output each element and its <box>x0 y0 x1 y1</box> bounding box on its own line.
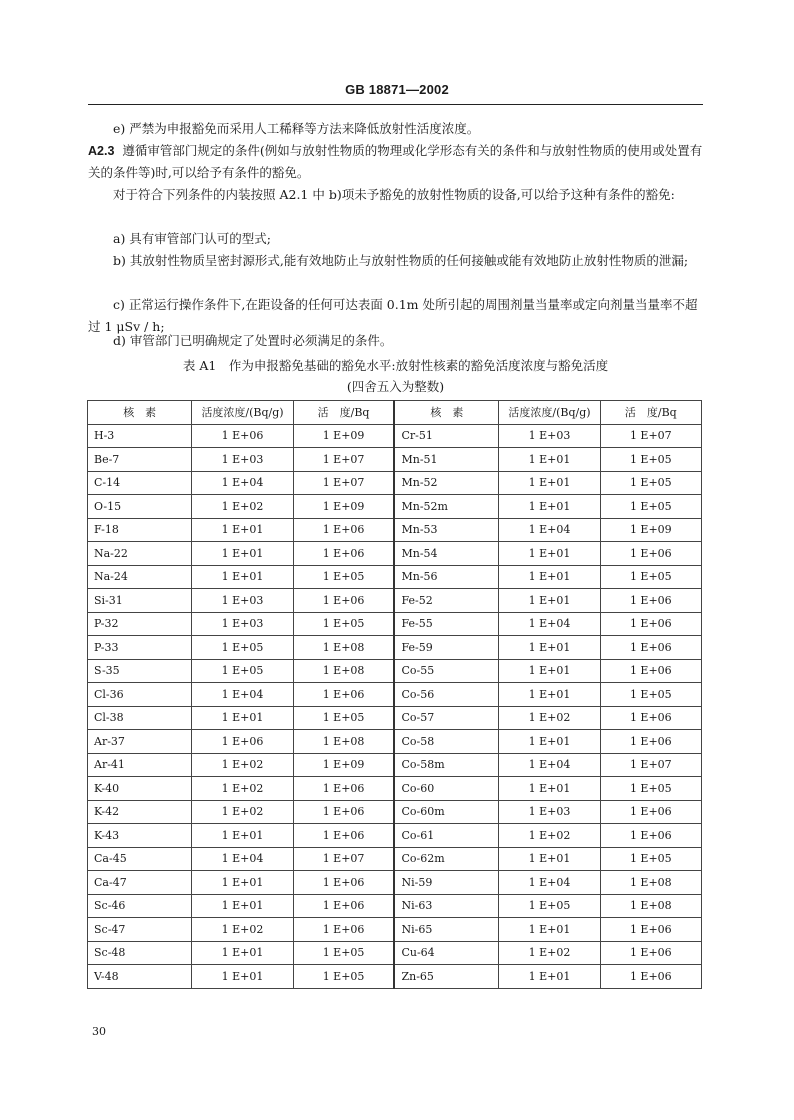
nuclide-cell: Mn-56 <box>394 565 498 589</box>
activity-cell: 1 E+06 <box>293 589 394 613</box>
page-number: 30 <box>92 1025 106 1038</box>
activity-concentration-cell: 1 E+01 <box>499 965 600 989</box>
nuclide-cell: Cl-36 <box>88 683 192 707</box>
header-nuclide: 核 素 <box>88 401 192 425</box>
activity-cell: 1 E+06 <box>600 800 701 824</box>
activity-concentration-cell: 1 E+01 <box>499 448 600 472</box>
nuclide-cell: K-40 <box>88 777 192 801</box>
activity-cell: 1 E+08 <box>293 636 394 660</box>
nuclide-cell: Co-57 <box>394 706 498 730</box>
standard-code-header: GB 18871—2002 <box>345 82 449 97</box>
activity-concentration-cell: 1 E+02 <box>192 777 293 801</box>
activity-concentration-cell: 1 E+06 <box>192 730 293 754</box>
nuclide-cell: Co-60 <box>394 777 498 801</box>
nuclide-cell: Sc-47 <box>88 918 192 942</box>
nuclide-cell: S-35 <box>88 659 192 683</box>
activity-concentration-cell: 1 E+05 <box>192 636 293 660</box>
activity-cell: 1 E+09 <box>293 495 394 519</box>
activity-cell: 1 E+07 <box>293 448 394 472</box>
activity-concentration-cell: 1 E+01 <box>499 495 600 519</box>
activity-cell: 1 E+06 <box>293 894 394 918</box>
nuclide-cell: Ni-63 <box>394 894 498 918</box>
activity-concentration-cell: 1 E+05 <box>192 659 293 683</box>
activity-concentration-cell: 1 E+02 <box>499 824 600 848</box>
nuclide-cell: H-3 <box>88 424 192 448</box>
nuclide-cell: Cr-51 <box>394 424 498 448</box>
nuclide-cell: Ni-59 <box>394 871 498 895</box>
activity-cell: 1 E+06 <box>293 542 394 566</box>
nuclide-cell: P-32 <box>88 612 192 636</box>
table-subcaption: (四舍五入为整数) <box>346 379 445 394</box>
nuclide-cell: V-48 <box>88 965 192 989</box>
nuclide-cell: Si-31 <box>88 589 192 613</box>
table-row <box>88 847 702 871</box>
activity-cell: 1 E+06 <box>600 612 701 636</box>
table-row <box>88 448 702 472</box>
activity-concentration-cell: 1 E+01 <box>499 565 600 589</box>
nuclide-cell: Co-60m <box>394 800 498 824</box>
nuclide-cell: Ar-41 <box>88 753 192 777</box>
activity-concentration-cell: 1 E+01 <box>499 542 600 566</box>
activity-concentration-cell: 1 E+01 <box>192 706 293 730</box>
activity-concentration-cell: 1 E+01 <box>499 777 600 801</box>
activity-cell: 1 E+05 <box>293 706 394 730</box>
activity-concentration-cell: 1 E+01 <box>192 965 293 989</box>
table-row <box>88 871 702 895</box>
clause-a2-3 <box>88 140 703 184</box>
activity-cell: 1 E+05 <box>600 565 701 589</box>
paragraph-c: c) 正常运行操作条件下,在距设备的任何可达表面 0.1m 处所引起的周围剂量当量率或定向剂量当量率不超过 1 μSv / h; <box>88 297 698 334</box>
activity-cell: 1 E+05 <box>600 683 701 707</box>
activity-cell: 1 E+06 <box>293 683 394 707</box>
activity-cell: 1 E+06 <box>600 589 701 613</box>
activity-cell: 1 E+09 <box>600 518 701 542</box>
header-activity-concentration: 活度浓度/(Bq/g) <box>499 401 600 425</box>
nuclide-cell: Na-22 <box>88 542 192 566</box>
activity-concentration-cell: 1 E+04 <box>499 518 600 542</box>
nuclide-cell: P-33 <box>88 636 192 660</box>
nuclide-cell: Sc-48 <box>88 941 192 965</box>
table-row <box>88 965 702 989</box>
nuclide-cell: Co-58m <box>394 753 498 777</box>
nuclide-cell: Na-24 <box>88 565 192 589</box>
activity-concentration-cell: 1 E+04 <box>499 612 600 636</box>
nuclide-cell: Co-55 <box>394 659 498 683</box>
activity-concentration-cell: 1 E+01 <box>192 542 293 566</box>
paragraph-a: a) 具有审管部门认可的型式; <box>113 231 272 246</box>
nuclide-cell: Cl-38 <box>88 706 192 730</box>
table-row <box>88 918 702 942</box>
activity-cell: 1 E+06 <box>293 518 394 542</box>
activity-concentration-cell: 1 E+04 <box>499 753 600 777</box>
nuclide-cell: K-42 <box>88 800 192 824</box>
header-activity: 活 度/Bq <box>293 401 394 425</box>
nuclide-cell: Ca-47 <box>88 871 192 895</box>
table-row <box>88 542 702 566</box>
activity-cell: 1 E+06 <box>600 941 701 965</box>
activity-cell: 1 E+06 <box>600 542 701 566</box>
activity-cell: 1 E+06 <box>293 871 394 895</box>
table-row <box>88 824 702 848</box>
nuclide-cell: Mn-54 <box>394 542 498 566</box>
nuclide-cell: Ni-65 <box>394 918 498 942</box>
table-row <box>88 612 702 636</box>
activity-concentration-cell: 1 E+01 <box>499 730 600 754</box>
activity-concentration-cell: 1 E+01 <box>192 565 293 589</box>
activity-concentration-cell: 1 E+01 <box>192 941 293 965</box>
activity-cell: 1 E+06 <box>600 730 701 754</box>
activity-cell: 1 E+06 <box>600 706 701 730</box>
table-row <box>88 471 702 495</box>
paragraph-e: e) 严禁为申报豁免而采用人工稀释等方法来降低放射性活度浓度。 <box>113 121 480 136</box>
activity-concentration-cell: 1 E+01 <box>192 871 293 895</box>
activity-cell: 1 E+07 <box>600 753 701 777</box>
activity-concentration-cell: 1 E+02 <box>192 753 293 777</box>
activity-concentration-cell: 1 E+01 <box>499 589 600 613</box>
activity-concentration-cell: 1 E+04 <box>192 471 293 495</box>
activity-cell: 1 E+05 <box>293 612 394 636</box>
table-row <box>88 753 702 777</box>
nuclide-cell: Ca-45 <box>88 847 192 871</box>
activity-concentration-cell: 1 E+01 <box>499 847 600 871</box>
activity-concentration-cell: 1 E+03 <box>499 424 600 448</box>
nuclide-cell: Fe-55 <box>394 612 498 636</box>
nuclide-cell: Cu-64 <box>394 941 498 965</box>
activity-cell: 1 E+05 <box>293 965 394 989</box>
table-row <box>88 636 702 660</box>
nuclide-cell: Fe-52 <box>394 589 498 613</box>
clause-a2-3-text: 遵循审管部门规定的条件(例如与放射性物质的物理或化学形态有关的条件和与放射性物质的使用或处置有关的条件等)时,可以给予有条件的豁免。 <box>88 143 703 180</box>
activity-concentration-cell: 1 E+01 <box>499 918 600 942</box>
clause-number: A2.3 <box>88 144 115 158</box>
activity-concentration-cell: 1 E+03 <box>192 589 293 613</box>
activity-cell: 1 E+06 <box>293 824 394 848</box>
activity-cell: 1 E+09 <box>293 753 394 777</box>
nuclide-cell: Co-58 <box>394 730 498 754</box>
activity-concentration-cell: 1 E+03 <box>499 800 600 824</box>
activity-concentration-cell: 1 E+01 <box>499 659 600 683</box>
header-divider <box>88 104 703 105</box>
nuclide-cell: Zn-65 <box>394 965 498 989</box>
nuclide-cell: Mn-52m <box>394 495 498 519</box>
activity-concentration-cell: 1 E+05 <box>499 894 600 918</box>
activity-concentration-cell: 1 E+01 <box>192 894 293 918</box>
table-caption: 表 A1 作为申报豁免基础的豁免水平:放射性核素的豁免活度浓度与豁免活度 <box>182 358 609 373</box>
nuclide-cell: Mn-53 <box>394 518 498 542</box>
table-row <box>88 659 702 683</box>
activity-concentration-cell: 1 E+02 <box>192 918 293 942</box>
activity-cell: 1 E+08 <box>293 730 394 754</box>
nuclide-cell: Ar-37 <box>88 730 192 754</box>
activity-cell: 1 E+06 <box>293 777 394 801</box>
activity-concentration-cell: 1 E+03 <box>192 448 293 472</box>
table-row <box>88 941 702 965</box>
activity-concentration-cell: 1 E+02 <box>192 800 293 824</box>
activity-cell: 1 E+05 <box>600 448 701 472</box>
nuclide-cell: Co-61 <box>394 824 498 848</box>
header-activity: 活 度/Bq <box>600 401 701 425</box>
nuclide-cell: F-18 <box>88 518 192 542</box>
activity-cell: 1 E+06 <box>600 965 701 989</box>
table-row <box>88 800 702 824</box>
nuclide-cell: Sc-46 <box>88 894 192 918</box>
nuclide-cell: Co-62m <box>394 847 498 871</box>
header-activity-concentration: 活度浓度/(Bq/g) <box>192 401 293 425</box>
activity-concentration-cell: 1 E+01 <box>499 683 600 707</box>
activity-concentration-cell: 1 E+03 <box>192 612 293 636</box>
activity-concentration-cell: 1 E+04 <box>192 683 293 707</box>
activity-concentration-cell: 1 E+01 <box>499 636 600 660</box>
paragraph-b: b) 其放射性物质呈密封源形式,能有效地防止与放射性物质的任何接触或能有效地防止放射性物质的泄漏; <box>113 253 689 268</box>
activity-concentration-cell: 1 E+04 <box>499 871 600 895</box>
nuclide-cell: Fe-59 <box>394 636 498 660</box>
header-nuclide: 核 素 <box>394 401 498 425</box>
table-row <box>88 730 702 754</box>
activity-concentration-cell: 1 E+04 <box>192 847 293 871</box>
activity-cell: 1 E+05 <box>600 777 701 801</box>
activity-concentration-cell: 1 E+06 <box>192 424 293 448</box>
table-row <box>88 518 702 542</box>
activity-cell: 1 E+05 <box>293 941 394 965</box>
activity-cell: 1 E+07 <box>600 424 701 448</box>
activity-concentration-cell: 1 E+01 <box>499 471 600 495</box>
activity-cell: 1 E+08 <box>600 894 701 918</box>
activity-concentration-cell: 1 E+01 <box>192 518 293 542</box>
table-row <box>88 589 702 613</box>
activity-concentration-cell: 1 E+02 <box>499 941 600 965</box>
activity-cell: 1 E+06 <box>600 918 701 942</box>
table-row <box>88 777 702 801</box>
activity-cell: 1 E+07 <box>293 471 394 495</box>
activity-cell: 1 E+05 <box>600 495 701 519</box>
paragraph-d: d) 审管部门已明确规定了处置时必须满足的条件。 <box>113 333 393 348</box>
activity-cell: 1 E+07 <box>293 847 394 871</box>
table-row <box>88 683 702 707</box>
paragraph-conditional-exemption: 对于符合下列条件的内装按照 A2.1 中 b)项未予豁免的放射性物质的设备,可以给予这种有条件的豁免: <box>113 187 675 202</box>
activity-cell: 1 E+06 <box>600 636 701 660</box>
nuclide-cell: Co-56 <box>394 683 498 707</box>
activity-concentration-cell: 1 E+02 <box>192 495 293 519</box>
activity-cell: 1 E+06 <box>293 800 394 824</box>
activity-concentration-cell: 1 E+01 <box>192 824 293 848</box>
activity-cell: 1 E+09 <box>293 424 394 448</box>
table-row <box>88 424 702 448</box>
table-row <box>88 495 702 519</box>
activity-cell: 1 E+06 <box>600 824 701 848</box>
activity-cell: 1 E+06 <box>600 659 701 683</box>
activity-concentration-cell: 1 E+02 <box>499 706 600 730</box>
nuclide-cell: Mn-51 <box>394 448 498 472</box>
nuclide-cell: K-43 <box>88 824 192 848</box>
nuclide-cell: Be-7 <box>88 448 192 472</box>
activity-cell: 1 E+05 <box>600 471 701 495</box>
activity-cell: 1 E+08 <box>600 871 701 895</box>
activity-cell: 1 E+05 <box>293 565 394 589</box>
table-row <box>88 565 702 589</box>
activity-cell: 1 E+06 <box>293 918 394 942</box>
table-header-row <box>88 401 702 425</box>
nuclide-cell: C-14 <box>88 471 192 495</box>
nuclide-cell: Mn-52 <box>394 471 498 495</box>
activity-cell: 1 E+05 <box>600 847 701 871</box>
table-row <box>88 706 702 730</box>
exemption-levels-table <box>87 400 702 989</box>
nuclide-cell: O-15 <box>88 495 192 519</box>
activity-cell: 1 E+08 <box>293 659 394 683</box>
table-row <box>88 894 702 918</box>
